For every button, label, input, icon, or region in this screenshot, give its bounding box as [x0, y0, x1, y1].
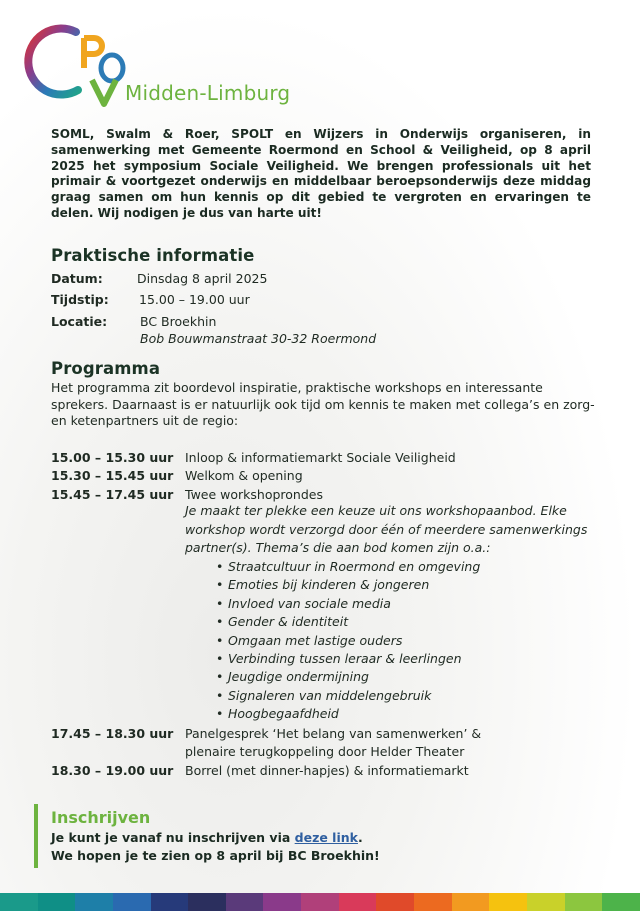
footer-stripe: [0, 893, 38, 911]
list-item: • Verbinding tussen leraar & leerlingen: [216, 650, 480, 668]
workshop-description: Je maakt ter plekke een keuze uit ons workshopaanbod. Elke workshop wordt verzorgd door één of meerdere samenwerkings partner(s). Thema’s die aan bod komen zijn o.a.:: [185, 503, 588, 555]
footer-stripe: [489, 893, 527, 911]
list-item: • Straatcultuur in Roermond en omgeving: [216, 558, 480, 576]
schedule-desc: Borrel (met dinner-hapjes) & informatiemarkt: [185, 763, 469, 778]
footer-stripe: [414, 893, 452, 911]
brand-name: Midden-Limburg: [125, 81, 291, 105]
list-item: • Gender & identiteit: [216, 613, 480, 631]
registration-link[interactable]: deze link: [294, 830, 358, 845]
registration-accent-bar: [34, 804, 38, 868]
intro-paragraph: SOML, Swalm & Roer, SPOLT en Wijzers in Onderwijs organiseren, in samenwerking met Gemeente Roermond en School & Veiligheid, op 8 april 2025 het symposium Sociale Veiligheid. We brengen professionals uit het primair & voortgezet onderwijs en middelbaar beroepsonderwijs deze middag graag samen om hun kennis op dit gebied te vergroten en ervaringen te delen. Wij nodigen je dus van harte uit!: [51, 127, 591, 220]
registration-text: [51, 829, 380, 865]
registration-text-after: .: [357, 830, 363, 845]
practical-heading: Praktische informatie: [51, 246, 255, 265]
location-label: Locatie:: [51, 314, 108, 329]
footer-stripe: [151, 893, 189, 911]
cpo-logo-icon: [24, 22, 136, 108]
footer-stripe: [38, 893, 76, 911]
footer-stripe: [113, 893, 151, 911]
program-intro: Het programma zit boordevol inspiratie, praktische workshops en interessante sprekers. Daarnaast is er natuurlijk ook tijd om kennis te maken met collega’s en zorg- en ketenpartners uit de regio:: [51, 380, 595, 428]
footer-stripe: [527, 893, 565, 911]
date-label: Datum:: [51, 271, 103, 286]
footer-stripe: [188, 893, 226, 911]
schedule-desc-continued: plenaire terugkoppeling door Helder Theater: [185, 744, 465, 759]
registration-heading: Inschrijven: [51, 808, 151, 827]
list-item: • Invloed van sociale media: [216, 595, 480, 613]
footer-stripe: [602, 893, 640, 911]
list-item: • Omgaan met lastige ouders: [216, 632, 480, 650]
schedule-time: 15.45 – 17.45 uur: [51, 487, 174, 502]
footer-color-stripes: [0, 893, 640, 911]
location-address: Bob Bouwmanstraat 30-32 Roermond: [140, 331, 377, 346]
schedule-desc: Panelgesprek ‘Het belang van samenwerken’ &: [185, 726, 482, 741]
schedule-desc: Welkom & opening: [185, 468, 303, 483]
footer-stripe: [565, 893, 603, 911]
footer-stripe: [376, 893, 414, 911]
footer-stripe: [75, 893, 113, 911]
footer-stripe: [452, 893, 490, 911]
themes-list: [216, 558, 480, 724]
footer-stripe: [301, 893, 339, 911]
list-item: • Signaleren van middelengebruik: [216, 687, 480, 705]
schedule-time: 17.45 – 18.30 uur: [51, 726, 174, 741]
schedule-time: 15.00 – 15.30 uur: [51, 450, 174, 465]
list-item: • Emoties bij kinderen & jongeren: [216, 576, 480, 594]
list-item: • Jeugdige ondermijning: [216, 668, 480, 686]
footer-stripe: [339, 893, 377, 911]
program-heading: Programma: [51, 359, 161, 378]
footer-stripe: [226, 893, 264, 911]
schedule-desc: Twee workshoprondes: [185, 487, 323, 502]
list-item: • Hoogbegaafdheid: [216, 705, 480, 723]
schedule-time: 18.30 – 19.00 uur: [51, 763, 174, 778]
schedule-time: 15.30 – 15.45 uur: [51, 468, 174, 483]
schedule-desc: Inloop & informatiemarkt Sociale Veiligheid: [185, 450, 456, 465]
location-name: BC Broekhin: [140, 314, 217, 329]
date-value: Dinsdag 8 april 2025: [137, 271, 268, 286]
time-label: Tijdstip:: [51, 292, 109, 307]
footer-stripe: [263, 893, 301, 911]
registration-text-before: Je kunt je vanaf nu inschrijven via: [51, 830, 295, 845]
time-value: 15.00 – 19.00 uur: [139, 292, 250, 307]
registration-closing: We hopen je te zien op 8 april bij BC Broekhin!: [51, 848, 380, 863]
